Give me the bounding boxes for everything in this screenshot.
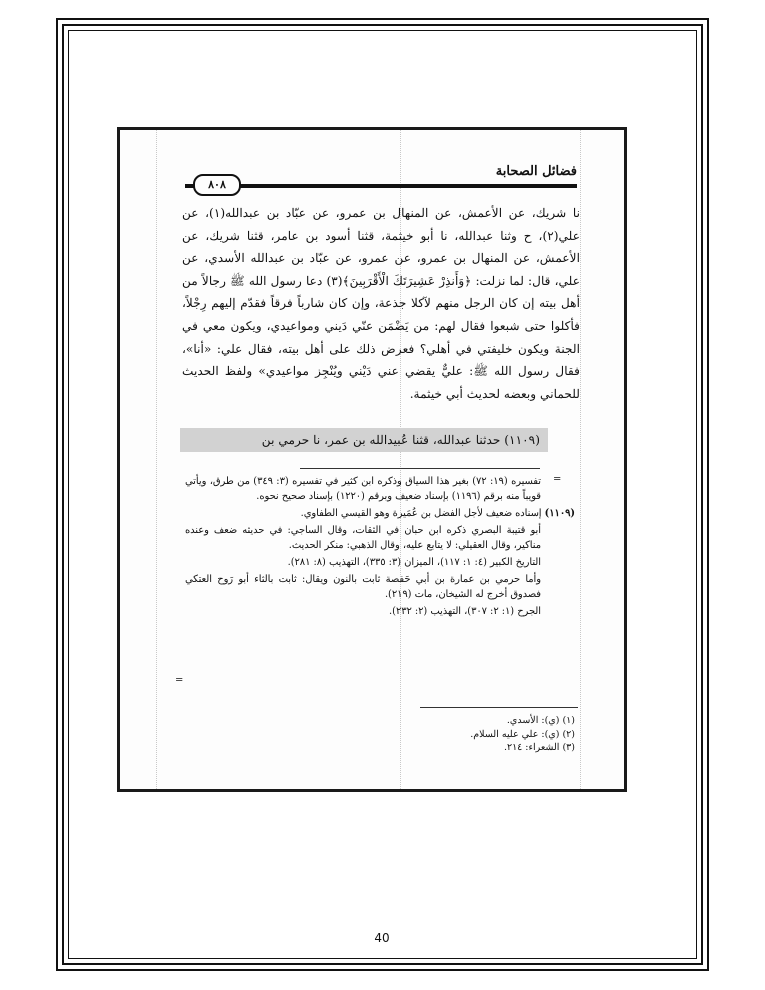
footnote-2: (٢) (ي): علي عليه السلام. (470, 728, 575, 740)
book-page-number: ٨٠٨ (193, 174, 241, 196)
book-title: فضائل الصحابة (490, 164, 577, 179)
note-number: (١١٠٩) (544, 508, 575, 519)
footnote-1: (١) (ي): الأسدي. (506, 715, 575, 726)
margin-mark-top: = (553, 474, 562, 485)
note-paragraph: التاريخ الكبير (٤: ١: ١١٧)، الميزان (٣: ٣٣٥)، التهذيب (٨: ٢٨١). (287, 557, 541, 568)
footnote-3: (٣) الشعراء: ٢١٤. (503, 742, 575, 753)
footnotes (370, 714, 575, 755)
note-paragraph: وأما حرمي بن عمارة بن أبي حَفصة ثابت بالنون ويقال: ثابت بالثاء أبو رَوح العتكي فصدوق أخرج له الشيخان، مات (٢١٩). (185, 574, 541, 600)
note-paragraph: الجرح (١: ٢: ٣٠٧)، التهذيب (٢: ٢٣٢). (389, 606, 541, 617)
commentary-notes (185, 474, 575, 621)
hadith-text (182, 202, 580, 405)
running-header (185, 164, 577, 190)
note-paragraph: تفسيره (١٩: ٧٢) بغير هذا السياق وذكره ابن كثير في تفسيره (٣: ٣٤٩) من طرق، ويأتي قويباً منه برقم (١١٩٦) بإسناد ضعيف وبرقم (١٢٢٠) بإسناد صحيح نحوه. (185, 476, 541, 502)
scan-artifact-line (156, 130, 157, 789)
scan-artifact-line (580, 130, 581, 789)
note-text: إسناده ضعيف لأجل الفضل بن عُمَيرة وهو القيسي الطفاوي. (300, 508, 542, 519)
footnotes-divider (420, 707, 578, 708)
margin-mark-bottom: = (175, 675, 184, 686)
scanned-book-page (117, 127, 627, 792)
note-entry (185, 506, 575, 521)
note-paragraph: أبو قتيبة البصري ذكره ابن حبان في الثقات، وقال الساجي: في حديثه ضعف وعنده مناكير، وقال العقيلي: لا يتابع عليه، وقال الذهبي: منكر الحديث. (185, 525, 541, 551)
header-rule (185, 184, 577, 188)
document-page-number: 40 (374, 931, 390, 945)
hadith-heading-highlight: (١١٠٩) حدثنا عبدالله، قثنا عُبيدالله بن عمر، نا حرمي بن (180, 428, 548, 452)
notes-divider (300, 468, 540, 469)
hadith-paragraph: نا شريك، عن الأعمش، عن المنهال بن عمرو، عن عبّاد بن عبدالله(١)، عن علي(٢)، ح وثنا عبدالله، نا أبو خيثمة، قثنا أسود بن عامر، قثنا شريك، عن الأعمش، عن المنهال بن عمرو، عن عمرو، عن عبّاد بن عبدالله الأسدي، عن علي، قال: لما نزلت: ﴿وَأَنذِرْ عَشِيرَتَكَ الْأَقْرَبِينَ﴾(٣) دعا رسول الله ﷺ رجالاً من أهل بيته إن كان الرجل منهم لآكلا جذعة، وإن كان شارباً فرقاً فقدّم إليهم رِجْلاً، فأكلوا حتى شبعوا فقال لهم: من يَضْمَن عنّي دَيني ومواعيدي، ويكون معي في الجنة ويكون خليفتي في أهلي؟ فعرض ذلك على أهل بيته، فقال علي: «أنا»، فقال رسول الله ﷺ: عليٌّ يقضي عني دَيْني ويُنْجِز مواعيدي» ولفظ الحديث للحماني وبعضه لحديث أبي خيثمة. (182, 206, 580, 401)
